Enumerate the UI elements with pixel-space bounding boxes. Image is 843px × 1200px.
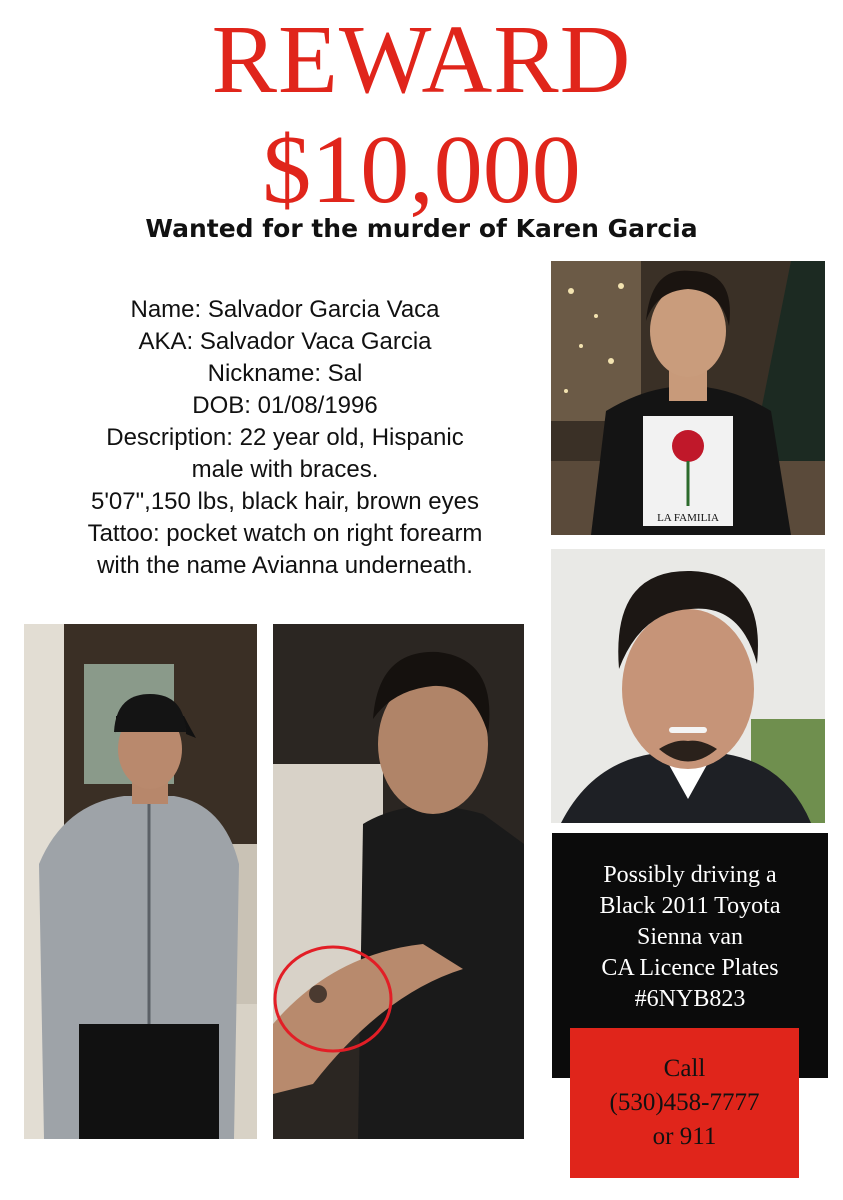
contact-call-label: Call: [663, 1055, 706, 1082]
wanted-subtitle: Wanted for the murder of Karen Garcia: [145, 214, 698, 243]
reward-headline: REWARD: [211, 6, 632, 114]
detail-description-cont: male with braces.: [191, 456, 379, 483]
suspect-photo-tattoo: [273, 624, 524, 1139]
suspect-photo-portrait: [551, 549, 825, 823]
detail-name: Name: Salvador Garcia Vaca: [130, 296, 440, 323]
vehicle-line-1: Possibly driving a: [603, 862, 777, 888]
contact-text: [570, 1052, 799, 1154]
detail-tattoo: Tattoo: pocket watch on right forearm: [87, 520, 483, 547]
suspect-photo-jacket: [24, 624, 257, 1139]
vehicle-line-2: Black 2011 Toyota: [599, 893, 781, 919]
reward-amount: $10,000: [262, 116, 581, 224]
detail-tattoo-cont: with the name Avianna underneath.: [97, 552, 473, 579]
contact-emergency: or 911: [652, 1123, 717, 1150]
vehicle-info-text: [552, 860, 828, 1015]
detail-aka: AKA: Salvador Vaca Garcia: [138, 328, 432, 355]
detail-dob: DOB: 01/08/1996: [192, 392, 378, 419]
vehicle-plate: #6NYB823: [634, 986, 746, 1012]
detail-description: Description: 22 year old, Hispanic: [106, 424, 464, 451]
vehicle-line-4: CA Licence Plates: [601, 955, 779, 981]
detail-nickname: Nickname: Sal: [207, 360, 363, 387]
vehicle-line-3: Sienna van: [637, 924, 743, 950]
suspect-details: [40, 294, 530, 582]
suspect-photo-hoodie: [551, 261, 825, 535]
contact-phone: (530)458-7777: [609, 1089, 760, 1116]
detail-physical: 5'07",150 lbs, black hair, brown eyes: [91, 488, 479, 515]
hoodie-print-text: LA FAMILIA: [657, 512, 719, 524]
